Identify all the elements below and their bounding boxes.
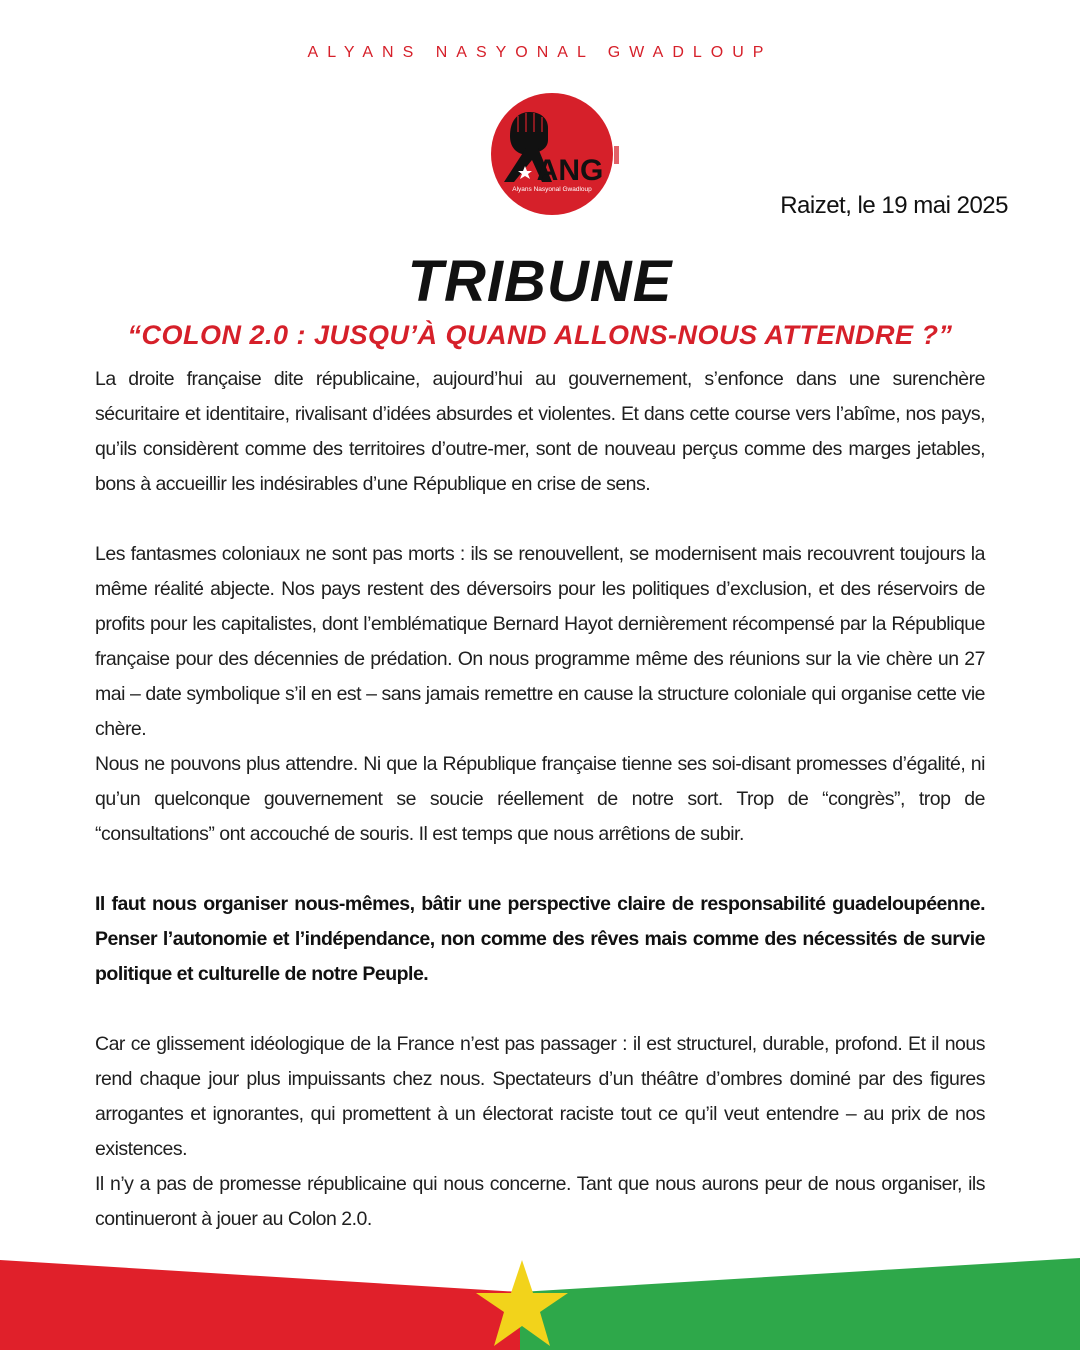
raised-fist-icon bbox=[510, 112, 548, 154]
flag-green-band bbox=[520, 1258, 1080, 1350]
ang-logo bbox=[482, 92, 622, 216]
paragraph-1: La droite française dite républicaine, aujourd’hui au gouvernement, s’enfonce dans une surenchère sécuritaire et identitaire, rivalisant d’idées absurdes et violentes. Et dans cette course vers l’abîme, nos pays, qu’ils considèrent comme des territoires d’outre-mer, sont de nouveau perçus comme des marges jetables, bons à accueillir les indésirables d’une République en crise de sens. bbox=[95, 368, 985, 495]
flag-red-band bbox=[0, 1260, 520, 1350]
article-body bbox=[95, 362, 985, 1237]
logo-caption: Alyans Nasyonal Gwadloup bbox=[512, 186, 592, 193]
date-line: Raizet, le 19 mai 2025 bbox=[780, 192, 1008, 219]
paragraph-6: Il n’y a pas de promesse républicaine qui nous concerne. Tant que nous aurons peur de nous organiser, ils continueront à jouer au Colon 2.0. bbox=[95, 1173, 985, 1230]
page-subtitle: “COLON 2.0 : JUSQU’À QUAND ALLONS-NOUS ATTENDRE ?” bbox=[127, 320, 953, 350]
logo-initials: ANG bbox=[536, 154, 604, 187]
paragraph-3: Nous ne pouvons plus attendre. Ni que la République française tienne ses soi-disant promesses d’égalité, ni qu’un quelconque gouvernement se soucie réellement de notre sort. Trop de “congrès”, trop de “consultations” ont accouché de souris. Il est temps que nous arrêtions de subir. bbox=[95, 753, 985, 845]
logo-edge-mark bbox=[614, 146, 619, 164]
page-title: TRIBUNE bbox=[407, 249, 673, 314]
organization-header: ALYANS NASYONAL GWADLOUP bbox=[307, 44, 773, 61]
paragraph-4-emphasis: Il faut nous organiser nous-mêmes, bâtir une perspective claire de responsabilité guadeloupéenne. Penser l’autonomie et l’indépendance, non comme des rêves mais comme des nécessités de survie politique et culturelle de notre Peuple. bbox=[95, 893, 985, 985]
paragraph-5: Car ce glissement idéologique de la France n’est pas passager : il est structurel, durable, profond. Et il nous rend chaque jour plus impuissants chez nous. Spectateurs d’un théâtre d’ombres dominé par des figures arrogantes et ignorantes, qui promettent à un électorat raciste tout ce qu’il veut entendre – au prix de nos existences. bbox=[95, 1033, 985, 1160]
guadeloupe-flag-banner bbox=[0, 1250, 1080, 1350]
paragraph-2: Les fantasmes coloniaux ne sont pas morts : ils se renouvellent, se modernisent mais recouvrent toujours la même réalité abjecte. Nos pays restent des déversoirs pour les politiques d’exclusion, et des réservoirs de profits pour les capitalistes, dont l’emblématique Bernard Hayot dernièrement récompensé par la République française pour des décennies de prédation. On nous programme même des réunions sur la vie chère un 27 mai – date symbolique s’il en est – sans jamais remettre en cause la structure coloniale qui organise cette vie chère. bbox=[95, 543, 985, 740]
